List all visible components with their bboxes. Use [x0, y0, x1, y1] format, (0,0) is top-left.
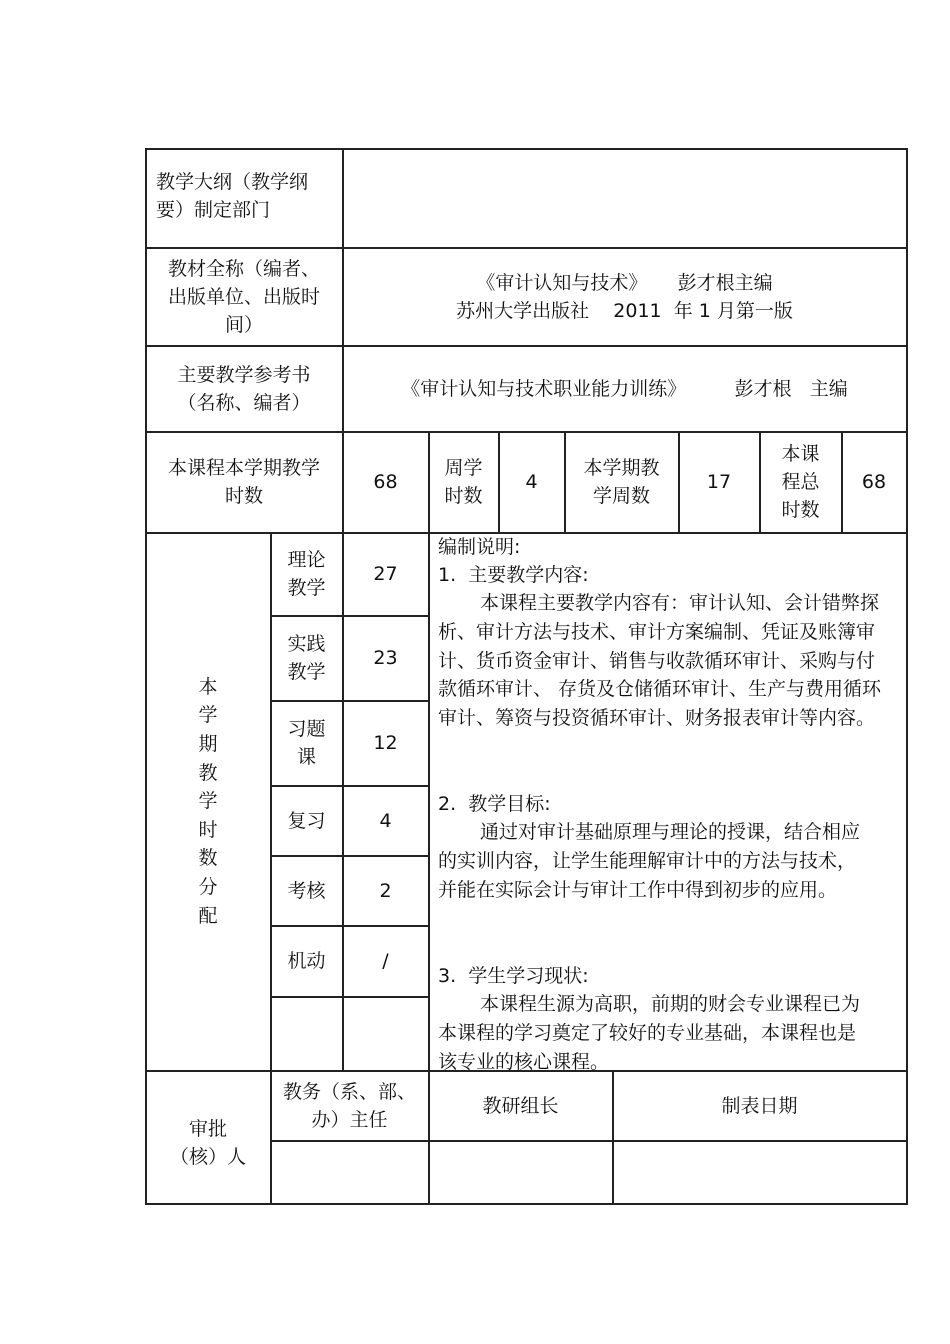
- label-line: 教学大纲（教学纲: [156, 171, 309, 193]
- label-line: 课: [296, 746, 316, 768]
- label-line: 复习: [287, 809, 326, 832]
- vertical-label: [198, 673, 217, 930]
- label-line: 时数: [781, 499, 820, 521]
- label-line: 考核: [287, 879, 326, 902]
- label-teaching-weeks: [565, 432, 678, 532]
- label-line: 教学: [287, 661, 326, 683]
- vertical-label-char: 本: [198, 675, 218, 698]
- dist-hours-exercises: 12: [373, 732, 398, 754]
- notes-section1-body: 本课程主要教学内容有：审计认知、会计错弊探析、审计方法与技术、审计方案编制、凭证及账簿审计、货币资金审计、销售与收款循环审计、采购与付款循环审计、 存货及仓储循环审计、生产与费用循环审计、筹资与投资循环审计、财务报表审计等内容。: [438, 592, 882, 730]
- dist-hours-assessment: 2: [379, 879, 392, 902]
- label-line: （核）人: [169, 1146, 246, 1168]
- row-divider: [270, 1140, 908, 1142]
- vertical-label-char: 学: [198, 790, 218, 813]
- textbook-title-editor: 《审计认知与技术》 彭才根主编: [476, 271, 773, 294]
- label-line: 出版单位、出版时: [167, 285, 320, 308]
- label-weekly-hours: [429, 432, 498, 532]
- label-line: 习题: [287, 718, 326, 740]
- table-border-top: [145, 148, 908, 150]
- label-line: 程总: [781, 471, 820, 493]
- vertical-label-char: 数: [198, 847, 218, 870]
- value-course-total-hours: 68: [861, 471, 887, 493]
- dist-hours-empty: [343, 997, 428, 1070]
- label-textbook: [146, 248, 342, 345]
- vertical-label-char: 配: [198, 904, 218, 927]
- label-line: 机动: [287, 950, 326, 972]
- label-line: 本学期教: [583, 457, 660, 479]
- dist-hours-review: 4: [379, 809, 392, 832]
- label-reference-book: [146, 346, 342, 431]
- value-weekly-hours: 4: [525, 471, 538, 493]
- label-approver: [146, 1071, 270, 1203]
- value-reference-book: 《审计认知与技术职业能力训练》 彭才根 主编: [401, 377, 848, 400]
- table-border-bottom: [145, 1203, 908, 1205]
- label-line: 时数: [444, 485, 483, 507]
- value-semester-hours: 68: [373, 471, 398, 493]
- notes-section1-title: 1. 主要教学内容:: [438, 564, 589, 586]
- notes-section3-body: 本课程生源为高职，前期的财会专业课程已为本课程的学习奠定了较好的专业基础，本课程也是该专业的核心课程。: [438, 993, 861, 1073]
- label-syllabus-department: [156, 168, 342, 224]
- label-line: 教务（系、部、: [282, 1080, 416, 1103]
- notes-title: 编制说明:: [438, 536, 521, 558]
- label-line: 要）制定部门: [156, 199, 271, 221]
- label-line: 本课程本学期教学: [167, 457, 320, 479]
- label-line: 主要教学参考书: [177, 363, 311, 386]
- vertical-label-char: 期: [198, 733, 218, 756]
- dist-hours-theory: 27: [373, 563, 398, 585]
- textbook-publisher: 苏州大学出版社 2011 年 1 月第一版: [456, 299, 793, 322]
- label-line: 理论: [287, 549, 326, 571]
- label-line: 办）主任: [311, 1108, 388, 1131]
- vertical-label-char: 学: [198, 704, 218, 727]
- vertical-label-char: 分: [198, 875, 218, 898]
- label-semester-hours: [146, 432, 342, 532]
- label-line: 间）: [224, 313, 263, 336]
- label-line: 教学: [287, 577, 326, 599]
- notes-section2-title: 2. 教学目标:: [438, 793, 551, 815]
- label-line: 实践: [287, 633, 326, 655]
- dist-name-assessment: [271, 856, 342, 925]
- vertical-label-char: 教: [198, 761, 218, 784]
- label-line: 审批: [188, 1118, 227, 1140]
- label-line: 教材全称（编者、: [167, 257, 320, 280]
- label-line: 周学: [444, 457, 483, 479]
- label-academic-director: [271, 1071, 428, 1140]
- dist-hours-flexible: /: [382, 950, 389, 972]
- dist-hours-practice: 23: [373, 647, 398, 669]
- vertical-label-char: 时: [198, 818, 218, 841]
- table-border-right: [906, 148, 908, 1205]
- dist-name-flexible: [271, 926, 342, 996]
- label-form-date: 制表日期: [721, 1094, 798, 1117]
- label-line: 本课: [781, 443, 820, 465]
- label-course-total-hours: [760, 432, 841, 532]
- dist-name-theory: [271, 533, 342, 615]
- dist-name-exercises: [271, 701, 342, 785]
- label-line: 学周数: [592, 485, 650, 507]
- notes-section2-body: 通过对审计基础原理与理论的授课，结合相应的实训内容，让学生能理解审计中的方法与技术，并能在实际会计与审计工作中得到初步的应用。: [438, 821, 861, 901]
- notes-section3-title: 3. 学生学习现状:: [438, 965, 589, 987]
- label-line: （名称、编者）: [177, 391, 311, 414]
- dist-name-review: [271, 786, 342, 855]
- dist-name-practice: [271, 616, 342, 700]
- label-hours-distribution: [146, 533, 270, 1070]
- value-textbook: [343, 248, 906, 345]
- dist-name-empty: [271, 997, 342, 1070]
- value-teaching-weeks: 17: [706, 471, 732, 493]
- label-teaching-group-leader: 教研组长: [482, 1094, 559, 1117]
- label-line: 时数: [224, 485, 263, 507]
